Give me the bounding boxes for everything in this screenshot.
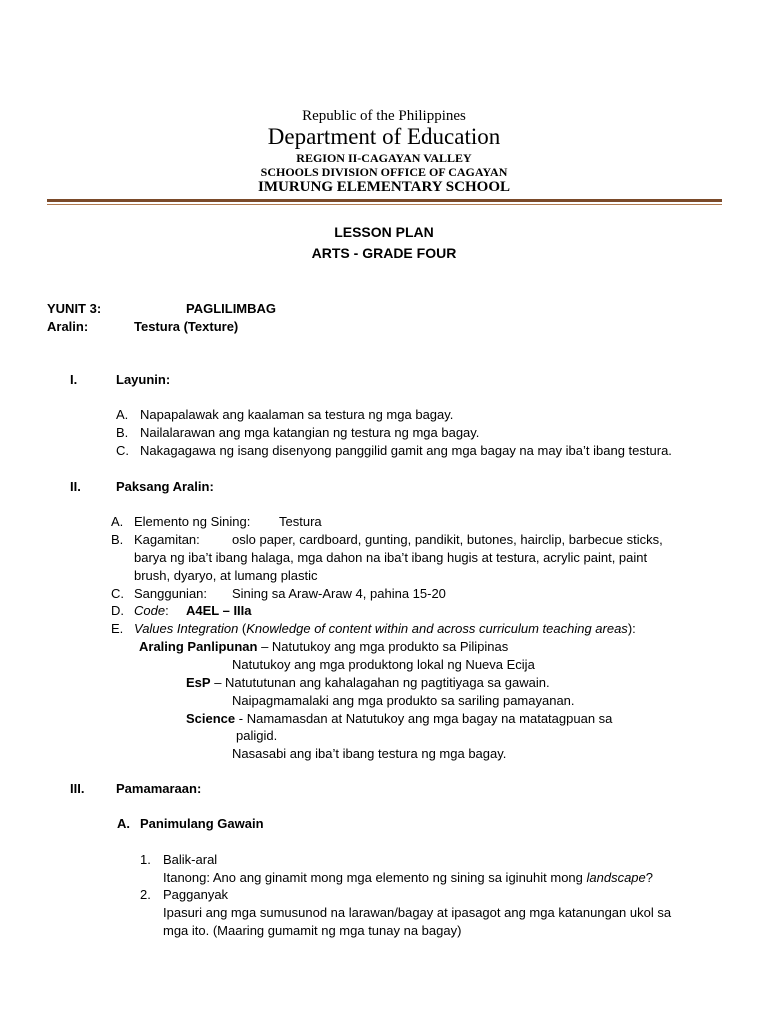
subsection-a-title: Panimulang Gawain (140, 816, 264, 831)
objective-b: Nailalarawan ang mga katangian ng testura ng mga bagay. (140, 425, 480, 440)
esp-text-1: – Natututunan ang kahalagahan ng pagtitiyaga sa gawain. (210, 675, 550, 690)
item-e-marker: E. (111, 621, 124, 636)
science-line-1 (186, 711, 612, 727)
department-heading: Department of Education (267, 124, 501, 149)
section-2-title: Paksang Aralin: (116, 479, 214, 494)
values-integration-label: Values Integration (134, 621, 239, 636)
region-heading: REGION II-CAGAYAN VALLEY (296, 151, 472, 165)
kagamitan-value-line-1: oslo paper, cardboard, gunting, pandikit, butones, hairclip, barbecue sticks, (232, 532, 663, 547)
school-heading: IMURUNG ELEMENTARY SCHOOL (258, 179, 510, 195)
elemento-label: Elemento ng Sining: (134, 514, 251, 529)
item-b-marker: B. (111, 532, 124, 547)
sanggunian-label: Sanggunian: (134, 586, 208, 601)
balik-aral-question-text: Itanong: Ano ang ginamit mong mga elemento ng sining sa iginuhit mong (163, 870, 587, 885)
division-heading: SCHOOLS DIVISION OFFICE OF CAGAYAN (260, 165, 508, 179)
elemento-value: Testura (279, 514, 322, 529)
code-label (134, 603, 169, 619)
esp-label: EsP (186, 675, 211, 690)
science-text-1: - Namamasdan at Natutukoy ang mga bagay na matatagpuan sa (235, 711, 613, 726)
objective-c: Nakagagawa ng isang disenyong panggilid gamit ang mga bagay na may iba’t ibang testura. (140, 443, 672, 458)
kagamitan-label: Kagamitan: (134, 532, 200, 547)
esp-line-1 (186, 675, 550, 691)
araling-panlipunan-label: Araling Panlipunan (139, 639, 258, 654)
section-1-number: I. (70, 372, 78, 387)
balik-aral-question (163, 870, 653, 886)
section-2-number: II. (70, 479, 81, 494)
kagamitan-value-line-3: brush, dyaryo, at lumang plastic (134, 568, 318, 583)
item-a-marker: A. (111, 514, 124, 529)
section-1-title: Layunin: (116, 372, 171, 387)
item-d-marker: D. (111, 603, 124, 618)
science-line-2: paligid. (236, 728, 278, 743)
header-divider-thin (47, 204, 722, 205)
code-value: A4EL – IIIa (186, 603, 252, 618)
objective-a-marker: A. (116, 407, 129, 422)
header-divider-thick (47, 199, 722, 202)
code-label-colon: : (165, 603, 169, 618)
section-3-title: Pamamaraan: (116, 781, 202, 796)
esp-line-2: Naipagmamalaki ang mga produkto sa sariling pamayanan. (232, 693, 575, 708)
aralin-value: Testura (Texture) (134, 319, 239, 334)
pagganyak-text-line-1: Ipasuri ang mga sumusunod na larawan/bagay at ipasagot ang mga katanungan ukol sa (163, 905, 672, 920)
code-label-text: Code (134, 603, 166, 618)
yunit-label: YUNIT 3: (47, 301, 102, 316)
balik-aral-question-emphasis: landscape (586, 870, 646, 885)
section-3-number: III. (70, 781, 85, 796)
subsection-a-marker: A. (117, 816, 130, 831)
values-integration-paren-open: ( (238, 621, 247, 636)
araling-panlipunan-text-1: – Natutukoy ang mga produkto sa Pilipinas (257, 639, 509, 654)
item-c-marker: C. (111, 586, 124, 601)
sanggunian-value: Sining sa Araw-Araw 4, pahina 15-20 (232, 586, 446, 601)
item-2-number: 2. (140, 887, 151, 902)
values-integration-paren-close: ): (627, 621, 636, 636)
objective-a: Napapalawak ang kaalaman sa testura ng mga bagay. (140, 407, 454, 422)
objective-b-marker: B. (116, 425, 129, 440)
pagganyak-title: Pagganyak (163, 887, 229, 902)
science-label: Science (186, 711, 236, 726)
values-integration-line (134, 621, 636, 637)
subject-grade-title: ARTS - GRADE FOUR (311, 245, 457, 261)
pagganyak-text-line-2: mga ito. (Maaring gumamit ng mga tunay na bagay) (163, 923, 462, 938)
item-1-number: 1. (140, 852, 151, 867)
yunit-value: PAGLILIMBAG (186, 301, 277, 316)
science-line-3: Nasasabi ang iba’t ibang testura ng mga bagay. (232, 746, 507, 761)
objective-c-marker: C. (116, 443, 129, 458)
lesson-plan-title: LESSON PLAN (334, 224, 434, 240)
aralin-label: Aralin: (47, 319, 89, 334)
republic-heading: Republic of the Philippines (302, 108, 466, 124)
araling-panlipunan-line-2: Natutukoy ang mga produktong lokal ng Nueva Ecija (232, 657, 535, 672)
kagamitan-value-line-2: barya ng iba’t ibang halaga, mga dahon na iba’t ibang hugis at testura, acrylic paint, paint (134, 550, 648, 565)
araling-panlipunan-line-1 (139, 639, 508, 655)
values-integration-description: Knowledge of content within and across curriculum teaching areas (246, 621, 628, 636)
balik-aral-title: Balik-aral (163, 852, 218, 867)
balik-aral-question-mark: ? (645, 870, 654, 885)
